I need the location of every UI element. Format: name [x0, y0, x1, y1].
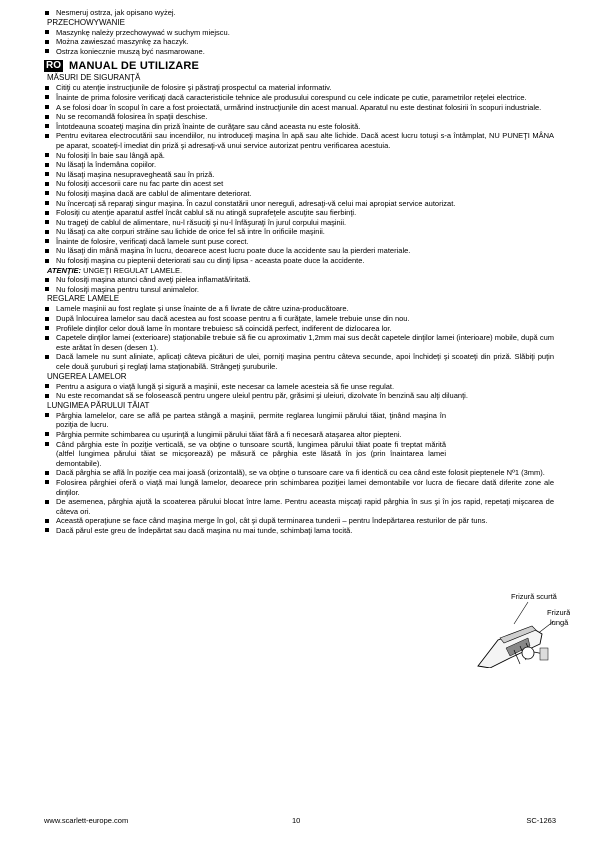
list-item: Citiţi cu atenţie instrucţiunile de folosire şi păstraţi prospectul ca material informativ.	[44, 83, 554, 93]
list-item: Dacă lamele nu sunt aliniate, aplicaţi câteva picături de ulei, porniţi maşina pentru câteva secunde, apoi închideţi şi scoateţi din priză. Slăbiţi puţin cele două şuruburi şi reglaţi lama staţionabilă. Strângeţi şuruburile.	[44, 352, 554, 371]
bullet-square-icon	[45, 172, 49, 176]
list-item: Nu folosiţi maşina dacă are cablul de alimentare deteriorat.	[44, 189, 554, 199]
list-item: Nu lăsaţi maşina nesupravegheată sau în priză.	[44, 170, 554, 180]
list-item: Lamele maşinii au fost reglate şi unse înainte de a fi livrate de către uzina-producătoare.	[44, 304, 554, 314]
model-number: SC-1263	[526, 816, 556, 825]
bullet-square-icon	[45, 30, 49, 34]
list-item: Această operaţiune se face când maşina merge în gol, cât şi după terminarea tunderii – pentru îndepărtarea resturilor de păr tuns.	[44, 516, 554, 526]
label-long-haircut-line2: lungă	[550, 618, 569, 627]
list-item: Întotdeauna scoateţi maşina din priză înainte de curăţare sau când aceasta nu este folosită.	[44, 122, 554, 132]
bullet-square-icon	[45, 191, 49, 195]
section-heading-lubrication: UNGEREA LAMELOR	[47, 371, 127, 381]
bullet-square-icon	[45, 413, 49, 417]
list-item: Capetele dinţilor lamei (exterioare) staţionabile trebuie să fie cu aproximativ 1,2mm mai sus decât capetele dinţilor lamei (interioare) mobile, după cum este arătat în desen (desen 1).	[44, 333, 554, 352]
list-item: Nu trageţi de cablul de alimentare, nu-l răsuciţi şi nu-l înfăşuraţi în jurul corpului maşinii.	[44, 218, 554, 228]
list-item: Nu lăsaţi ca alte corpuri străine sau lichide de orice fel să intre în orificiile maşinii.	[44, 227, 554, 237]
bullet-square-icon	[45, 11, 49, 15]
list-item: Można zawieszać maszynkę za haczyk.	[44, 37, 554, 47]
page-content	[44, 8, 554, 536]
bullet-square-icon	[45, 249, 49, 253]
list-item: Înainte de prima folosire verificaţi dacă caracteristicile tehnice ale produsului corespund cu cele indicate pe cutie, parametrilor reţelei electrice.	[44, 93, 554, 103]
hair-length-list	[44, 468, 554, 535]
hair-length-list-narrow	[44, 411, 446, 469]
list-item: De asemenea, pârghia ajută la scoaterea părului blocat între lame. Pentru aceasta mişcaţi rapid pârghia în sus şi în jos rapid, repetaţi mişcarea de câteva ori.	[44, 497, 554, 516]
section-heading-hair-length: LUNGIMEA PĂRULUI TĂIAT	[47, 400, 150, 410]
bullet-square-icon	[45, 259, 49, 263]
language-section-header	[44, 60, 554, 72]
blades-list	[44, 304, 554, 371]
bullet-square-icon	[45, 355, 49, 359]
list-item: Pentru evitarea electrocutării sau incendiilor, nu introduceţi maşina în apă sau alte lichide. Dacă acest lucru totuşi s-a întâmplat, NU PUNEŢI MÂNA pe aparat, scoateţi-l imediat din priză şi adresaţi-vă unui service autorizat pentru verificarea acestuia.	[44, 131, 554, 150]
bullet-square-icon	[45, 40, 49, 44]
bullet-square-icon	[45, 519, 49, 523]
list-item: Maszynkę należy przechowywać w suchym miejscu.	[44, 28, 554, 38]
list-item: Nesmeruj ostrza, jak opisano wyżej.	[44, 8, 554, 18]
list-item: După înlocuirea lamelor sau dacă acestea au fost scoase pentru a fi curăţate, lamele trebuie unse din nou.	[44, 314, 554, 324]
bullet-square-icon	[45, 432, 49, 436]
attention-note: ATENŢIE: UNGEŢI REGULAT LAMELE.	[47, 265, 183, 275]
bullet-square-icon	[45, 182, 49, 186]
list-item: Folosirea pârghiei oferă o viaţă mai lungă lamelor, deoarece prin schimbarea poziţiei lamei demontabile vor lucra de fiecare dată diferite zone ale dinţilor.	[44, 478, 554, 497]
section-heading-storage: PRZECHOWYWANIE	[47, 17, 125, 27]
bullet-square-icon	[45, 105, 49, 109]
page-number: 10	[292, 816, 301, 825]
bullet-square-icon	[45, 480, 49, 484]
list-item: Dacă părul este greu de îndepărtat sau dacă maşina nu mai tunde, schimbaţi lama tocită.	[44, 526, 554, 536]
section-heading-safety: MĂSURI DE SIGURANŢĂ	[47, 73, 141, 83]
list-item: Profilele dinţilor celor două lame în montare trebuiesc să coincidă perfect, indiferent de dizlocarea lor.	[44, 324, 554, 334]
list-item: Folosiţi cu atenţie aparatul astfel încât cablul să nu atingă suprafeţele ascuţite sau fierbinţi.	[44, 208, 554, 218]
bullet-square-icon	[45, 230, 49, 234]
bullet-square-icon	[45, 239, 49, 243]
list-item: Nu se recomandă folosirea în spaţii deschise.	[44, 112, 554, 122]
bullet-square-icon	[45, 528, 49, 532]
list-item: Pentru a asigura o viaţă lungă şi sigură a maşinii, este necesar ca lamele acesteia să fie unse regulat.	[44, 382, 554, 392]
bullet-square-icon	[45, 220, 49, 224]
list-item: Dacă pârghia se află în poziţie cea mai joasă (orizontală), se va obţine o tunsoare care va fi identică cu cea când este folosit pieptenele Nº1 (3mm).	[44, 468, 554, 478]
bullet-square-icon	[45, 278, 49, 282]
list-item: Nu lăsaţi din mână maşina în lucru, deoarece acest lucru poate duce la accidente sau la pierderi materiale.	[44, 246, 554, 256]
bullet-square-icon	[45, 201, 49, 205]
bullet-square-icon	[45, 49, 49, 53]
attention-list	[44, 275, 554, 294]
list-item: Nu folosiţi maşina atunci când aveţi pielea inflamată/iritată.	[44, 275, 554, 285]
bullet-square-icon	[45, 307, 49, 311]
list-item: Când pârghia este în poziţie verticală, se va obţine o tunsoare scurtă, lungimea părului tăiat poate fi treptat mărită (altfel lungimea părului tăiat se micşorează) pe măsură ce pârghia este lăsată în jos (prin înaintarea lamei demontabile).	[44, 440, 446, 469]
website-link[interactable]: www.scarlett-europe.com	[44, 816, 129, 825]
bullet-square-icon	[45, 471, 49, 475]
list-item: Înainte de folosire, verificaţi dacă lamele sunt puse corect.	[44, 237, 554, 247]
bullet-square-icon	[45, 336, 49, 340]
bullet-square-icon	[45, 384, 49, 388]
list-item: Ostrza koniecznie muszą być nasmarowane.	[44, 47, 554, 57]
lubrication-list	[44, 382, 554, 401]
list-item: Nu încercaţi să reparaţi singur maşina. În cazul constatării unor nereguli, adresaţi-vă celui mai apropiat service autorizat.	[44, 199, 554, 209]
language-tag: RO	[46, 60, 61, 72]
bullet-square-icon	[45, 500, 49, 504]
bullet-square-icon	[45, 153, 49, 157]
bullet-square-icon	[45, 211, 49, 215]
list-item: Nu este recomandat să se folosească pentru ungere uleiul pentru păr, grăsimi şi uleiuri, dizolvate în benzină sau alţi diluanţi.	[44, 391, 554, 401]
bullet-square-icon	[45, 394, 49, 398]
list-item: Nu folosiţi accesorii care nu fac parte din acest set	[44, 179, 554, 189]
bullet-square-icon	[45, 163, 49, 167]
bullet-square-icon	[45, 442, 49, 446]
list-item: Pârghia permite schimbarea cu uşurinţă a lungimii părului tăiat fără a fi necesară ataşarea altor piepteni.	[44, 430, 446, 440]
section-title: MANUAL DE UTILIZARE	[69, 60, 200, 73]
bullet-square-icon	[45, 115, 49, 119]
trimmer-drawing	[470, 588, 570, 668]
list-item: Nu folosiţi maşina cu pieptenii deteriorati sau cu dinţi lipsa - aceasta poate duce la accidente.	[44, 256, 554, 266]
bullet-square-icon	[45, 134, 49, 138]
bullet-square-icon	[45, 317, 49, 321]
list-item: Pârghia lamelelor, care se află pe partea stângă a maşinii, permite reglarea lungimii părului tăiat, ţinând maşina în poziţia de lucru.	[44, 411, 446, 430]
safety-list	[44, 83, 554, 265]
list-item: Nu folosiţi în baie sau lângă apă.	[44, 151, 554, 161]
label-short-haircut: Frizură scurtă	[511, 592, 557, 601]
list-item: Nu folosiţi maşina pentru tunsul animalelor.	[44, 285, 554, 295]
bullet-square-icon	[45, 95, 49, 99]
bullet-square-icon	[45, 326, 49, 330]
bullet-square-icon	[45, 86, 49, 90]
trimmer-lever-illustration	[470, 588, 570, 668]
bullet-square-icon	[45, 287, 49, 291]
list-item: A se folosi doar în scopul în care a fost proiectată, urmărind instrucţiunile din acest manual. Aparatul nu este destinat folosirii în scopuri industriale.	[44, 103, 554, 113]
section-heading-blades: REGLARE LAMELE	[47, 294, 120, 304]
bullet-square-icon	[45, 124, 49, 128]
label-long-haircut-line1: Frizură	[547, 608, 570, 617]
list-item: Nu lăsaţi la îndemâna copiilor.	[44, 160, 554, 170]
